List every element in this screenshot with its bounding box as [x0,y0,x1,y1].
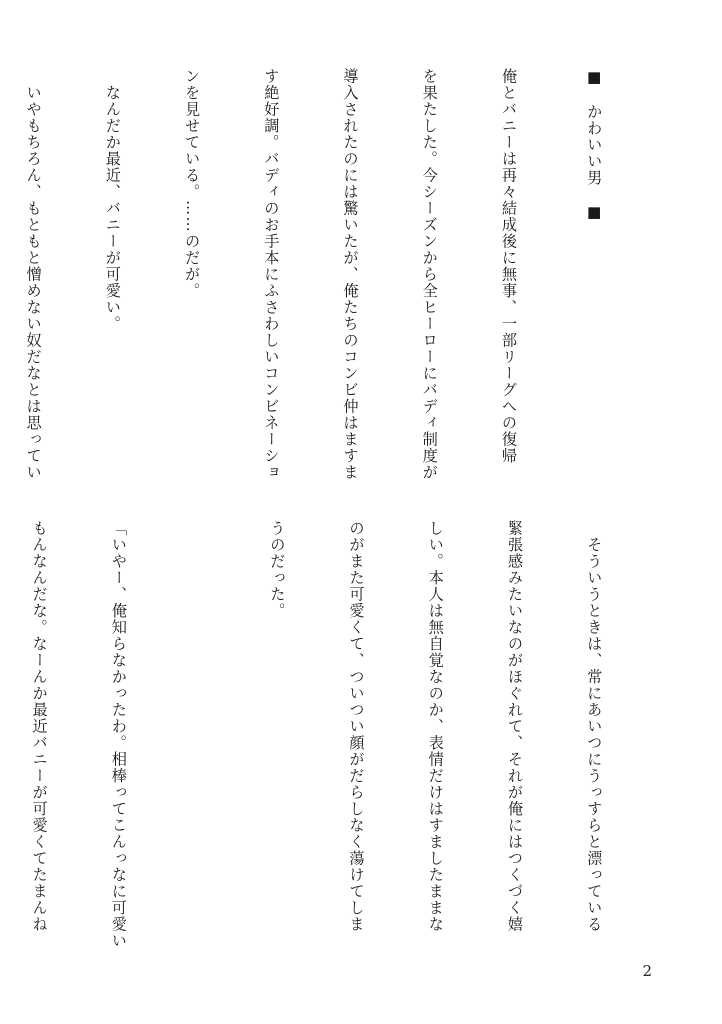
text-column: 俺とバニーは再々結成後に無事、一部リーグへの復帰 [499,68,518,464]
text-block-bottom [0,520,660,960]
page-number: 2 [642,962,652,980]
text-column: のがまた可愛くて、ついつい顔がだらしなく蕩けてしま [347,520,366,933]
text-column: もんなんだな。なーんか最近バニーが可愛くてたまんね [30,520,49,933]
text-column: うのだった。 [268,520,287,619]
text-column: 緊張感みたいなのがほぐれて、それが俺にはつくづく嬉 [505,520,524,933]
text-column: しい。本人は無自覚なのか、表情だけはすましたままな [426,520,445,933]
text-column: を果たした。今シーズンから全ヒーローにバディ制度が [420,68,439,481]
text-column: ンを見せている。……のだが。 [183,68,202,299]
blank-column [185,520,211,960]
text-column: なんだか最近、バニーが可愛い。 [103,68,122,332]
chapter-title: ■ かわいい男 ■ [585,68,604,223]
text-column: そういうときは、常にあいつにうっすらと漂っている [585,520,604,933]
text-column: 導入されたのには驚いたが、俺たちのコンビ仲はますま [341,68,360,481]
text-column: いやもちろん、もともと憎めない奴だなとは思ってい [24,68,43,481]
text-column: す絶好調。バディのお手本にふさわしいコンビネーショ [262,68,281,481]
text-column: 「いやー、俺知らなかったわ。相棒ってこんっなに可愛い [109,520,128,949]
text-block-top [0,68,660,506]
